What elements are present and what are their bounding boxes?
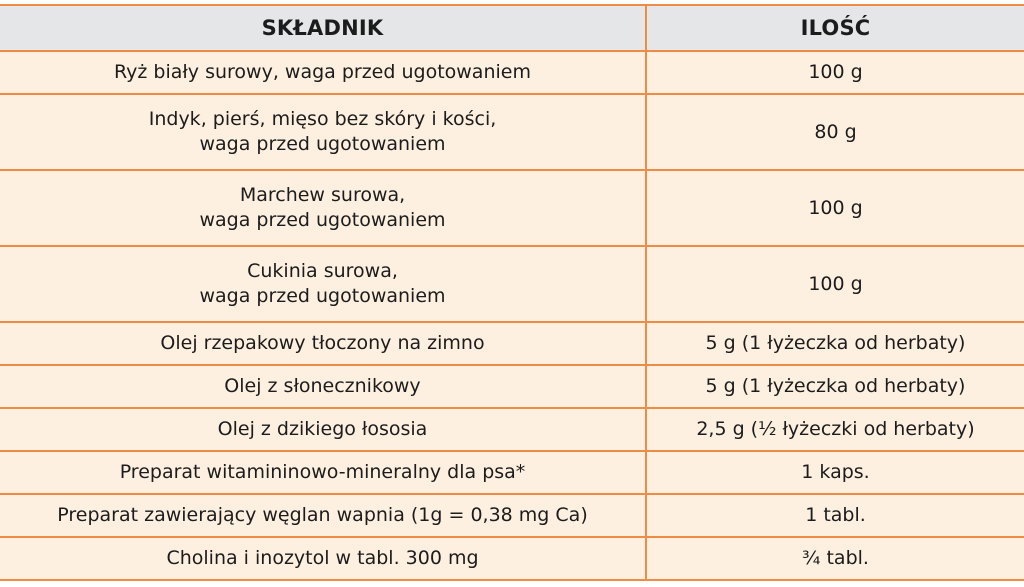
ingredient-text: Indyk, pierś, mięso bez skóry i kości,	[148, 108, 497, 130]
ingredient-text: waga przed ugotowaniem	[199, 285, 446, 307]
ingredient-cell	[0, 408, 646, 451]
quantity-cell: 2,5 g (½ łyżeczki od herbaty)	[646, 408, 1024, 451]
table-row	[0, 322, 1024, 365]
table-row	[0, 494, 1024, 537]
ingredient-cell	[0, 51, 646, 94]
table-row	[0, 51, 1024, 94]
ingredient-text: Olej z dzikiego łososia	[217, 418, 428, 440]
quantity-cell: ¾ tabl.	[646, 537, 1024, 580]
quantity-cell: 1 kaps.	[646, 451, 1024, 494]
table-row	[0, 408, 1024, 451]
table-row	[0, 94, 1024, 170]
ingredient-text: Preparat zawierający węglan wapnia (1g = 0,38 mg Ca)	[57, 504, 588, 526]
ingredient-text: Marchew surowa,	[239, 184, 406, 206]
table-row	[0, 365, 1024, 408]
ingredients-table-container	[0, 4, 1024, 581]
quantity-cell: 80 g	[646, 94, 1024, 170]
table-row	[0, 246, 1024, 322]
table-header-row	[0, 5, 1024, 51]
ingredient-text: Preparat witamininowo-mineralny dla psa*	[119, 461, 526, 483]
quantity-cell: 5 g (1 łyżeczka od herbaty)	[646, 365, 1024, 408]
ingredient-cell	[0, 537, 646, 580]
ingredient-cell	[0, 170, 646, 246]
ingredient-cell	[0, 246, 646, 322]
header-ingredient: SKŁADNIK	[0, 5, 646, 51]
table-row	[0, 451, 1024, 494]
ingredient-text: Cholina i inozytol w tabl. 300 mg	[166, 547, 479, 569]
quantity-cell: 100 g	[646, 51, 1024, 94]
ingredient-cell	[0, 365, 646, 408]
quantity-cell: 100 g	[646, 170, 1024, 246]
ingredients-table	[0, 4, 1024, 581]
ingredient-text: Ryż biały surowy, waga przed ugotowaniem	[114, 61, 531, 83]
header-quantity: ILOŚĆ	[646, 5, 1024, 51]
quantity-cell: 100 g	[646, 246, 1024, 322]
ingredient-text: Olej rzepakowy tłoczony na zimno	[160, 332, 485, 354]
ingredient-text: waga przed ugotowaniem	[199, 209, 446, 231]
ingredient-text: Cukinia surowa,	[247, 260, 398, 282]
table-row	[0, 537, 1024, 580]
ingredient-cell	[0, 494, 646, 537]
quantity-cell: 5 g (1 łyżeczka od herbaty)	[646, 322, 1024, 365]
table-row	[0, 170, 1024, 246]
ingredient-cell	[0, 94, 646, 170]
ingredient-text: Olej z słonecznikowy	[224, 375, 421, 397]
ingredient-cell	[0, 322, 646, 365]
quantity-cell: 1 tabl.	[646, 494, 1024, 537]
ingredient-cell	[0, 451, 646, 494]
ingredient-text: waga przed ugotowaniem	[199, 133, 446, 155]
